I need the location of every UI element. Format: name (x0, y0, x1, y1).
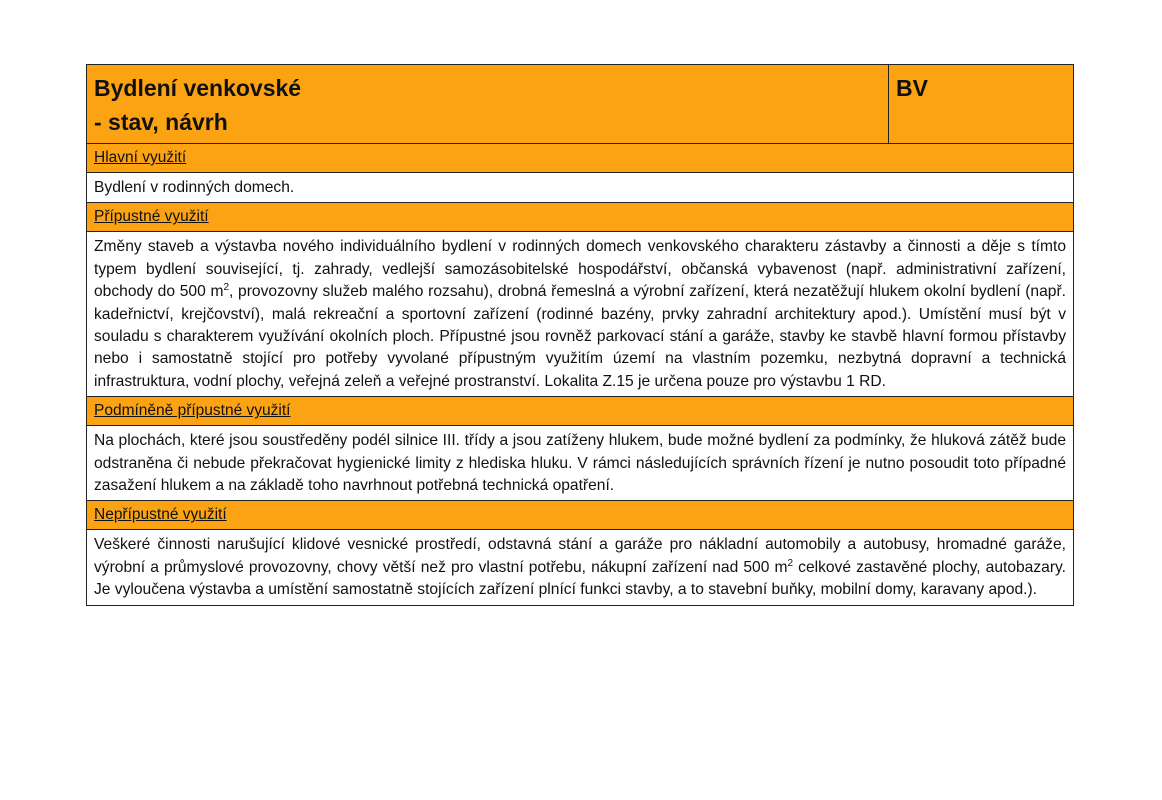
prohibited-use-text-part1: Veškeré činnosti narušující klidové vesnické prostředí, odstavná stání a garáže pro nákladní automobily a autobusy, hromadné garáže, výrobní a průmyslové provozovny, chovy větší než pro vlastní potřebu, nákupní zařízení nad 500 m (94, 536, 1066, 576)
section-body-prohibited-use (87, 530, 1074, 605)
permitted-use-heading: Přípustné využití (94, 208, 209, 226)
main-use-heading: Hlavní využití (94, 149, 187, 166)
section-body-permitted-use (87, 232, 1074, 397)
section-heading-main-use (87, 144, 1074, 173)
prohibited-use-text (87, 530, 1074, 605)
section-body-main-use (87, 173, 1074, 203)
permitted-use-superscript: 2 (223, 282, 230, 294)
prohibited-use-heading: Nepřípustné využití (94, 506, 227, 524)
zone-title-line2: - stav, návrh (94, 109, 228, 135)
zone-code: BV (896, 75, 928, 101)
main-use-text: Bydlení v rodinných domech. (87, 173, 1074, 203)
section-heading-permitted-use (87, 203, 1074, 232)
permitted-use-text (87, 232, 1074, 397)
header-row (87, 65, 1074, 144)
conditional-use-text: Na plochách, které jsou soustředěny podél silnice III. třídy a jsou zatíženy hlukem, bude možné bydlení za podmínky, že hluková zátěž bude odstraněna či nebude překračovat hygienické limity z hlediska hluku. V rámci následujících správních řízení je nutno posoudit toto případné zasažení hlukem a na základě toho navrhnout potřebná technická opatření. (87, 426, 1074, 501)
section-heading-prohibited-use (87, 501, 1074, 530)
section-body-conditional-use (87, 426, 1074, 501)
conditional-use-heading: Podmíněně přípustné využití (94, 402, 291, 420)
prohibited-use-text-part2: celkové zastavěné plochy, autobazary. Je vyloučena výstavba a umístění samostatně stojících zařízení plnící funkci stavby, a to stavební buňky, mobilní domy, karavany apod.). (94, 558, 1066, 599)
prohibited-use-superscript: 2 (787, 557, 794, 569)
permitted-use-text-part2: , provozovny služeb malého rozsahu), drobná řemeslná a výrobní zařízení, která nezatěžují hlukem okolní bydlení (např. kadeřnictví, krejčovství), malá rekreační a sportovní zařízení (rodinné bazény, prvky zahradní architektury apod.). Umístění musí být v souladu s charakterem využívání okolních ploch. Přípustné jsou rovněž parkovací stání a garáže, stavby ke stavbě hlavní formou přístavby nebo i samostatně stojící pro potřeby vyvolané přípustným využitím území na vlastním pozemku, nezbytná dopravní a technická infrastruktura, vodní plochy, veřejná zeleň a veřejné prostranství. Lokalita Z.15 je určena pouze pro výstavbu 1 RD. (94, 283, 1066, 390)
zone-code-cell (889, 65, 1074, 144)
zone-title-line1: Bydlení venkovské (94, 75, 302, 101)
permitted-use-text-part1: Změny staveb a výstavba nového individuálního bydlení v rodinných domech venkovského charakteru zástavby a činnosti a děje s tímto typem bydlení související, tj. zahrady, vedlejší samozásobitelské hospodářství, občanská vybavenost (např. administrativní zařízení, obchody do 500 m (94, 238, 1066, 301)
land-use-regulation-table (86, 64, 1074, 606)
zone-title-cell (87, 65, 889, 144)
section-heading-conditional-use (87, 397, 1074, 426)
